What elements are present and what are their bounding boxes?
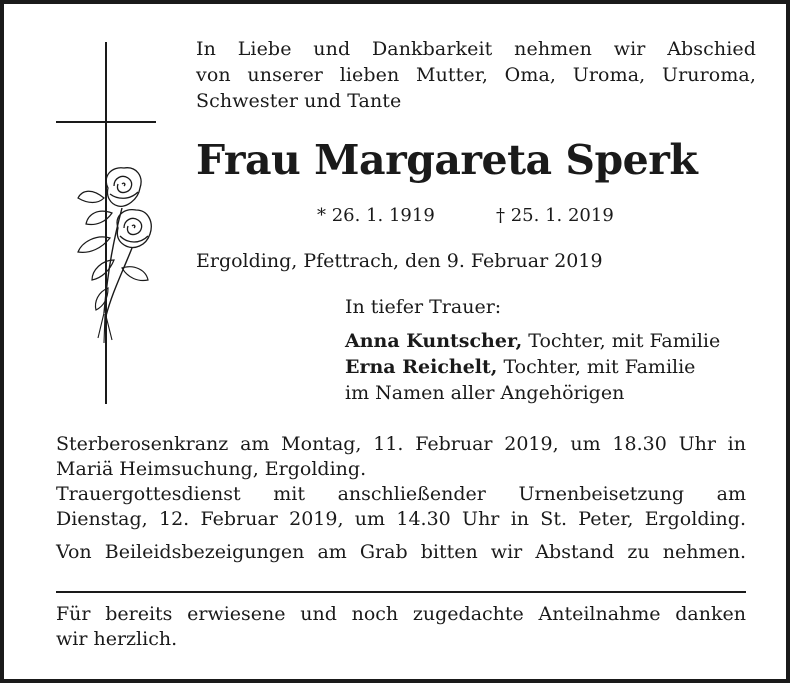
intro-line-1: In Liebe und Dankbarkeit nehmen wir Abschied (196, 38, 756, 60)
thanks-text (56, 602, 746, 652)
rosary-line-2: Mariä Heimsuchung, Ergolding. (56, 458, 367, 480)
condolence-note: Von Beileidsbezeigungen am Grab bitten wir Abstand zu nehmen. (56, 541, 746, 563)
deceased-name: Frau Margareta Sperk (196, 136, 698, 184)
intro-line-3: Schwester und Tante (196, 90, 402, 112)
mourners-block (345, 294, 765, 406)
death-date: † 25. 1. 2019 (496, 205, 614, 226)
mourners-heading: In tiefer Trauer: (345, 296, 502, 318)
thanks-line-2: wir herzlich. (56, 628, 178, 650)
mourner-relation: Tochter, mit Familie (528, 330, 721, 352)
mourner-name: Anna Kuntscher, (345, 330, 523, 352)
intro-line-2: von unserer lieben Mutter, Oma, Uroma, Ururoma, (196, 64, 756, 86)
intro-text (196, 36, 756, 114)
funeral-line-2: Dienstag, 12. Februar 2019, um 14.30 Uhr in St. Peter, Ergolding. (56, 508, 746, 530)
divider (56, 591, 746, 593)
mourner-row (345, 328, 765, 354)
services-text (56, 432, 746, 565)
mourner-row (345, 354, 765, 380)
birth-date: * 26. 1. 1919 (317, 205, 435, 226)
funeral-line-1: Trauergottesdienst mit anschließender Urnenbeisetzung am (56, 483, 746, 505)
mourners-closing: im Namen aller Angehörigen (345, 382, 625, 404)
rosary-line-1: Sterberosenkranz am Montag, 11. Februar 2019, um 18.30 Uhr in (56, 433, 746, 455)
mourner-name: Erna Reichelt, (345, 356, 498, 378)
cross-with-roses-icon (52, 38, 162, 408)
thanks-line-1: Für bereits erwiesene und noch zugedachte Anteilnahme danken (56, 603, 746, 625)
mourner-relation: Tochter, mit Familie (503, 356, 696, 378)
place-and-date: Ergolding, Pfettrach, den 9. Februar 2019 (196, 250, 603, 272)
